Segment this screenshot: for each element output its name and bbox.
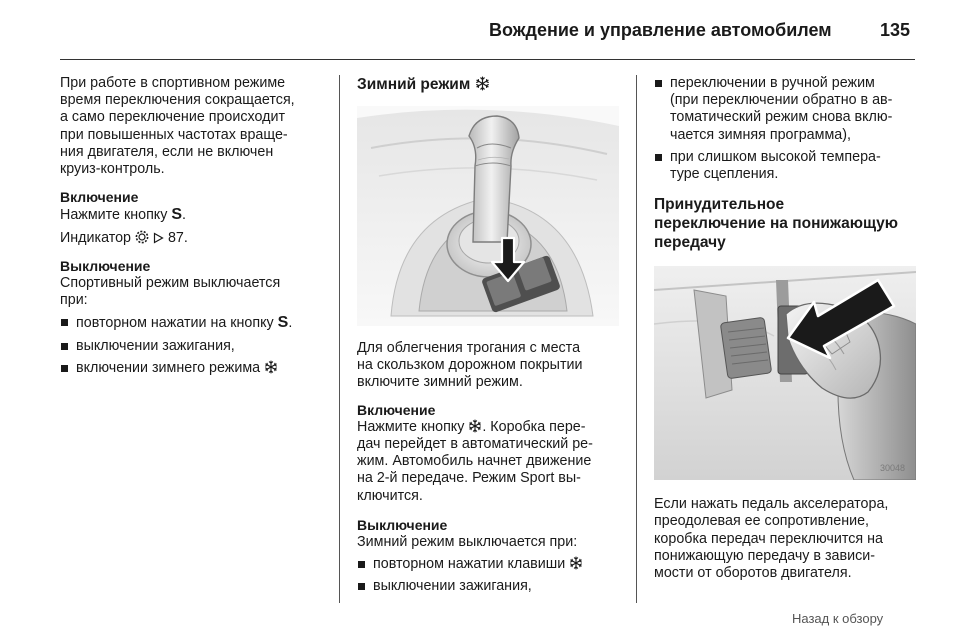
sport-off-text: Спортивный режим выключается при: — [60, 275, 281, 309]
column-divider — [636, 75, 637, 603]
image-id-label: 30048 — [880, 463, 906, 474]
intro-paragraph: При работе в спортивном режиме время переключения сокращается, а само переключение происходит при повышенных частотах враще- ния двигателя, если не включен круиз-контроль. — [60, 75, 295, 178]
column-divider — [339, 75, 340, 603]
list-item: переключении в ручной режим (при переключении обратно в ав- томатический режим снова вклю- чается зимняя программа), — [654, 75, 916, 144]
kickdown-heading: Принудительное переключение на понижающую передачу — [654, 196, 898, 252]
gear-selector-illustration — [357, 106, 619, 326]
sport-on-heading: Включение — [60, 189, 139, 206]
sport-on-text: Нажмите кнопку S. — [60, 206, 187, 224]
page-header-title: Вождение и управление автомобилем — [489, 20, 832, 40]
page-number: 135 — [880, 20, 911, 40]
snowflake-icon — [264, 360, 278, 374]
list-item: повторном нажатии клавиши — [357, 556, 627, 573]
winter-mode-heading: Зимний режим — [357, 75, 627, 94]
list-item: включении зимнего режима — [60, 360, 332, 377]
snowflake-icon — [569, 556, 583, 570]
list-item: повторном нажатии на кнопку S. — [60, 314, 332, 332]
kickdown-text: Если нажать педаль акселератора, преодолевая ее сопротивление, коробка передач переключится на понижающую передачу в зависи- мости от оборотов двигателя. — [654, 496, 889, 582]
winter-on-text: Нажмите кнопку . Коробка пере- дач перейдет в автоматический ре- жим. Автомобиль начнет движение на 2-й передаче. Режим Sport вы- ключится. — [357, 418, 593, 504]
column-2 — [357, 75, 627, 596]
sport-indicator-icon — [135, 230, 149, 244]
winter-on-heading: Включение — [357, 401, 436, 418]
kickdown-pedal-illustration — [654, 266, 916, 480]
back-to-overview-link[interactable]: Назад к обзору — [792, 611, 884, 626]
snowflake-icon — [468, 419, 482, 433]
winter-off-text: Зимний режим выключается при: — [357, 534, 578, 551]
winter-off-heading: Выключение — [357, 516, 448, 533]
page-reference-arrow-icon — [153, 232, 164, 244]
column-3 — [654, 75, 916, 582]
list-item: выключении зажигания, — [60, 338, 332, 355]
sport-off-heading: Выключение — [60, 257, 151, 274]
indicator-text: Индикатор 87. — [60, 229, 188, 246]
snowflake-icon — [475, 76, 490, 91]
winter-mode-caption: Для облегчения трогания с места на скользком дорожном покрытии включите зимний режим. — [357, 340, 583, 391]
list-item: выключении зажигания, — [357, 578, 627, 595]
column-1 — [60, 75, 332, 377]
list-item: при слишком высокой темпера- туре сцепления. — [654, 149, 916, 183]
header-divider — [60, 59, 915, 60]
